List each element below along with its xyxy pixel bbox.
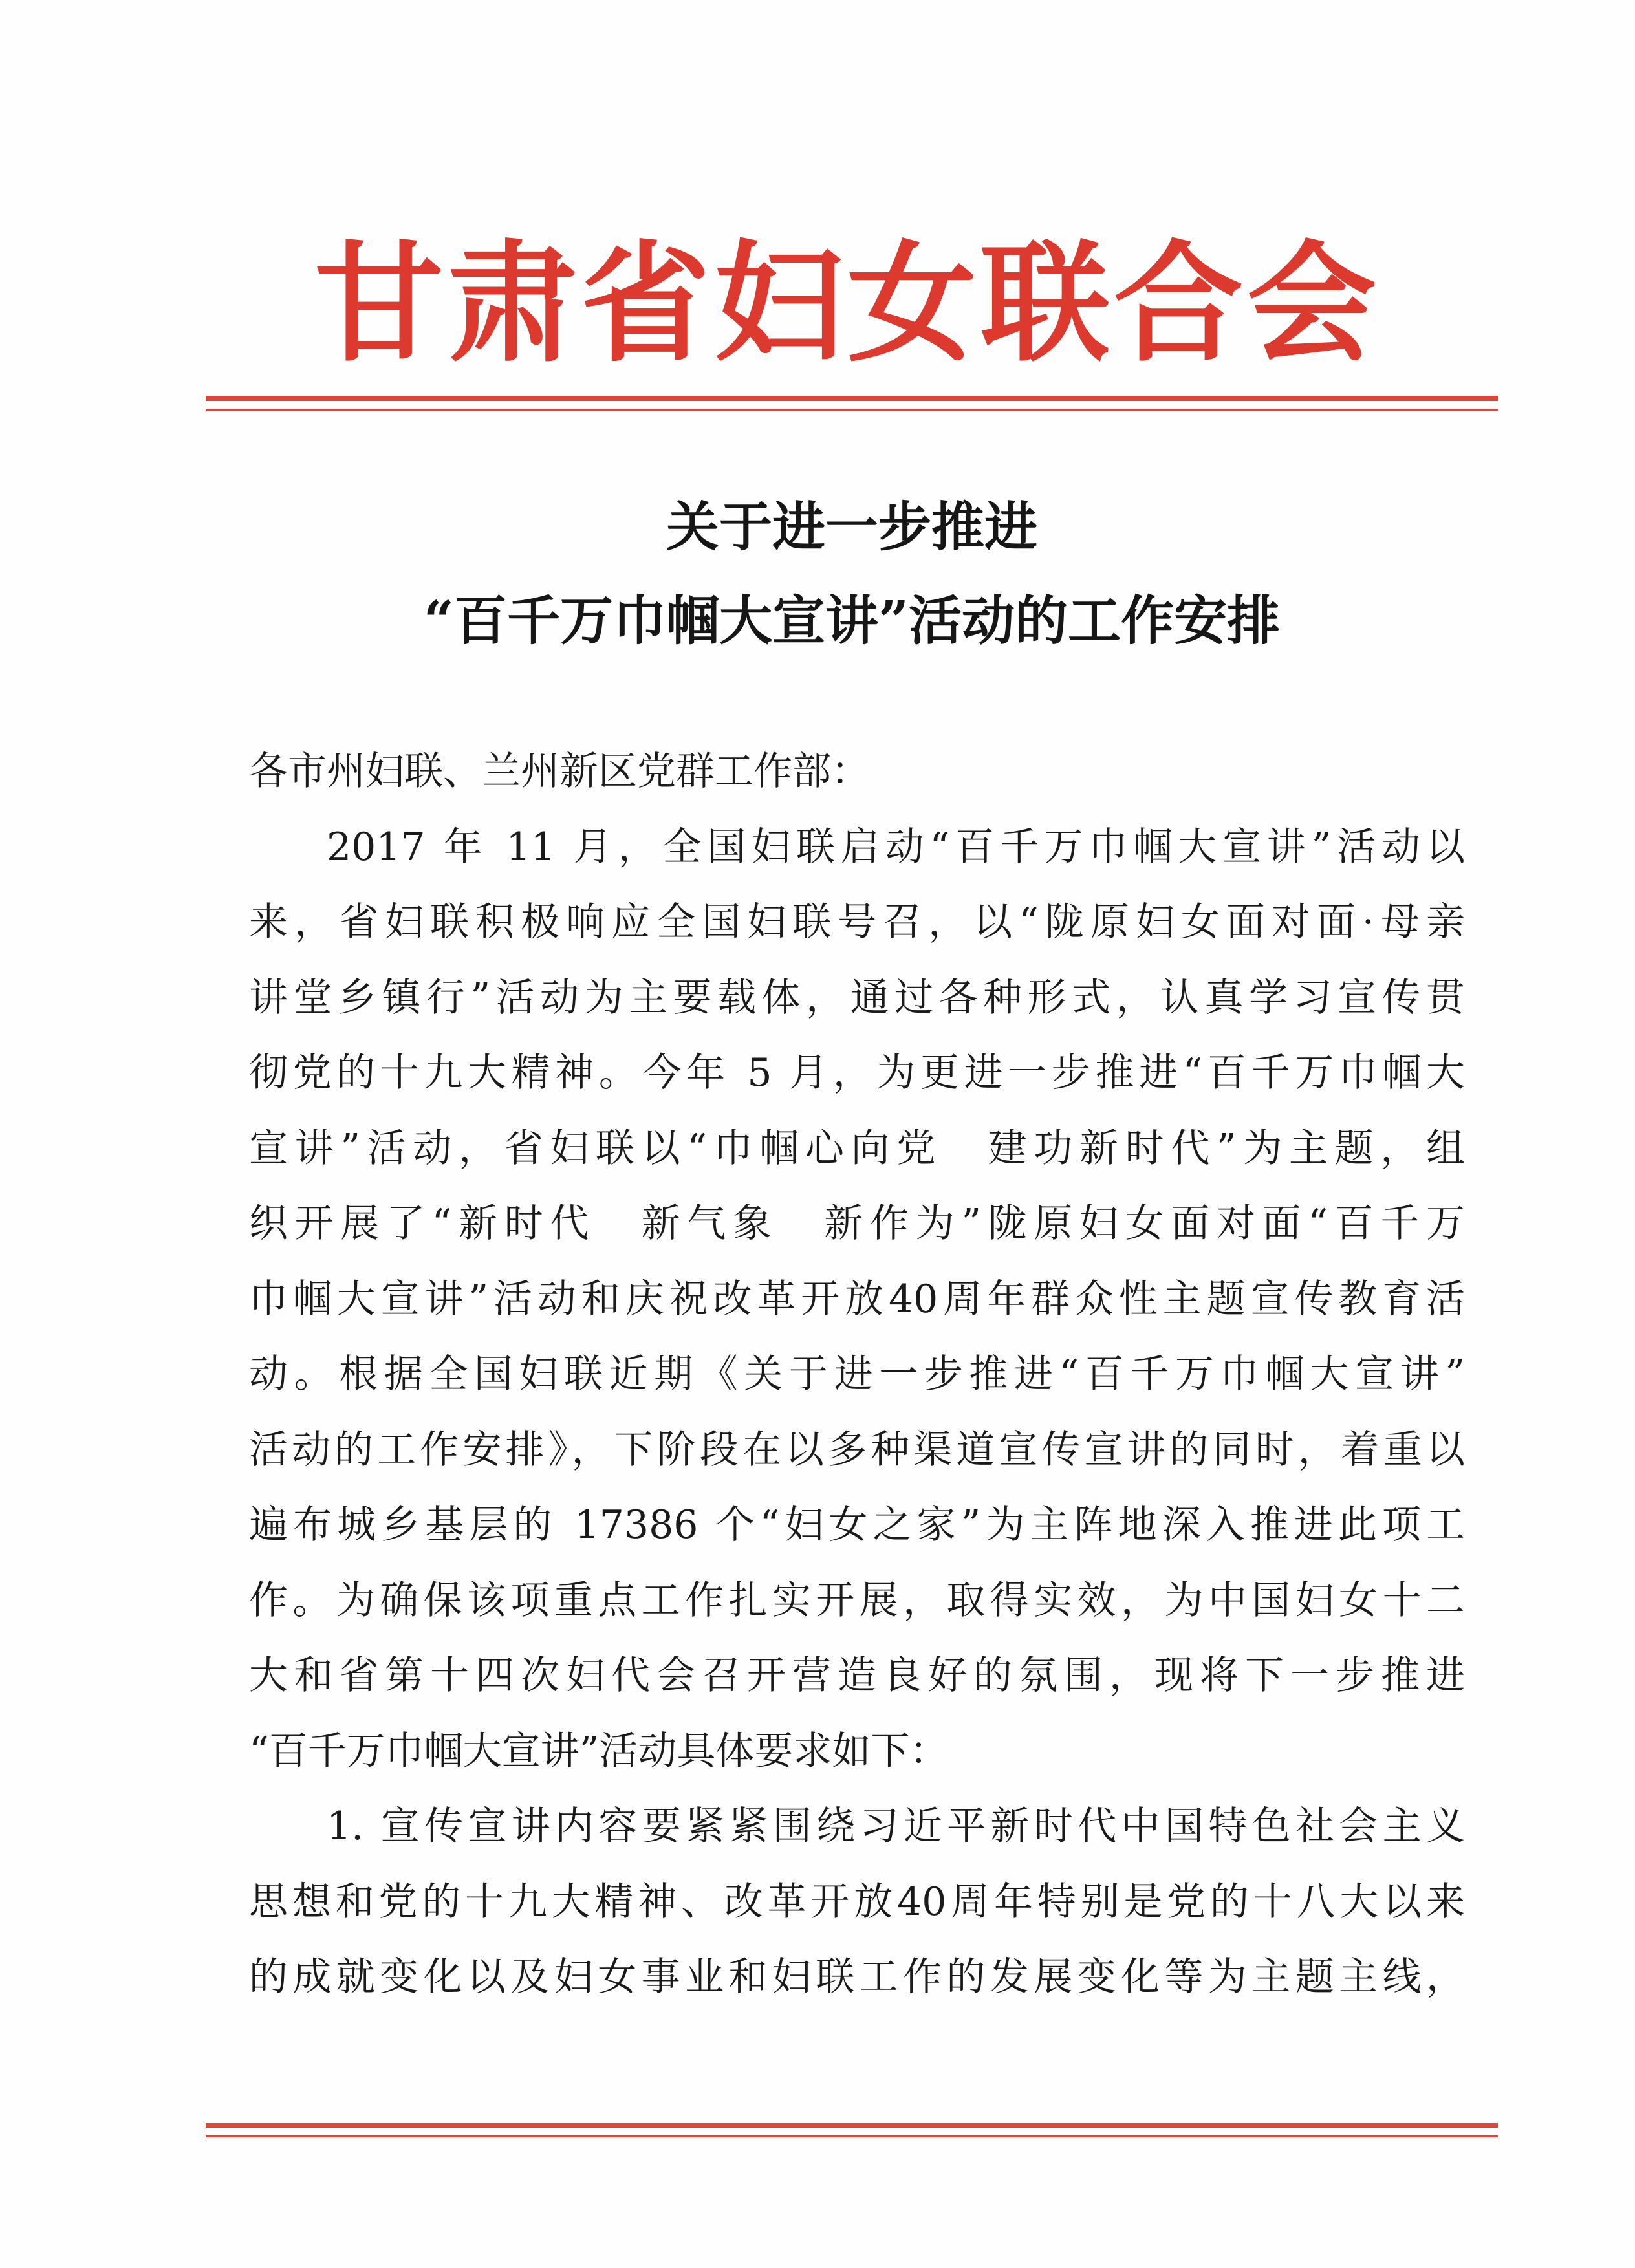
body-line: 动。根据全国妇联近期《关于进一步推进“百千万巾帼大宣讲” — [249, 1352, 1465, 1397]
salutation: 各市州妇联、兰州新区党群工作部： — [249, 749, 870, 794]
body-line: 巾帼大宣讲”活动和庆祝改革开放40周年群众性主题宣传教育活 — [249, 1276, 1465, 1322]
document-body — [249, 734, 1465, 2015]
letterhead-organization: 甘肃省妇女联合会 — [314, 228, 1380, 380]
body-line: 遍布城乡基层的 17386 个“妇女之家”为主阵地深入推进此项工 — [249, 1502, 1465, 1548]
body-line: 活动的工作安排》，下阶段在以多种渠道宣传宣讲的同时，着重以 — [249, 1427, 1465, 1473]
body-line: 思想和党的十九大精神、改革开放40周年特别是党的十八大以来 — [249, 1879, 1465, 1925]
body-line: 的成就变化以及妇女事业和妇联工作的发展变化等为主题主线， — [249, 1954, 1465, 2000]
body-line: 讲堂乡镇行”活动为主要载体，通过各种形式，认真学习宣传贯 — [249, 975, 1465, 1021]
footer-rule-thick — [206, 2123, 1498, 2128]
body-line: 来，省妇联积极响应全国妇联号召，以“陇原妇女面对面·母亲 — [249, 900, 1465, 945]
letterhead-rule-thin — [206, 409, 1498, 411]
document-title-line-1: 关于进一步推进 — [666, 496, 1037, 558]
letterhead-rule-thick — [206, 396, 1498, 401]
body-line: 作。为确保该项重点工作扎实开展，取得实效，为中国妇女十二 — [249, 1577, 1465, 1623]
body-line: 宣讲”活动，省妇联以“巾帼心向党 建功新时代”为主题，组 — [249, 1125, 1465, 1171]
body-line: 2017 年 11 月，全国妇联启动“百千万巾帼大宣讲”活动以 — [327, 824, 1465, 870]
body-line: 织开展了“新时代 新气象 新作为”陇原妇女面对面“百千万 — [249, 1201, 1465, 1246]
body-line: “百千万巾帼大宣讲”活动具体要求如下： — [249, 1728, 949, 1774]
body-line: 1. 宣传宣讲内容要紧紧围绕习近平新时代中国特色社会主义 — [327, 1804, 1465, 1849]
body-line: 大和省第十四次妇代会召开营造良好的氛围，现将下一步推进 — [249, 1653, 1465, 1698]
footer-rule-thin — [206, 2135, 1498, 2137]
body-line: 彻党的十九大精神。今年 5 月，为更进一步推进“百千万巾帼大 — [249, 1050, 1465, 1096]
document-title-line-2: “百千万巾帼大宣讲”活动的工作安排 — [423, 590, 1281, 652]
